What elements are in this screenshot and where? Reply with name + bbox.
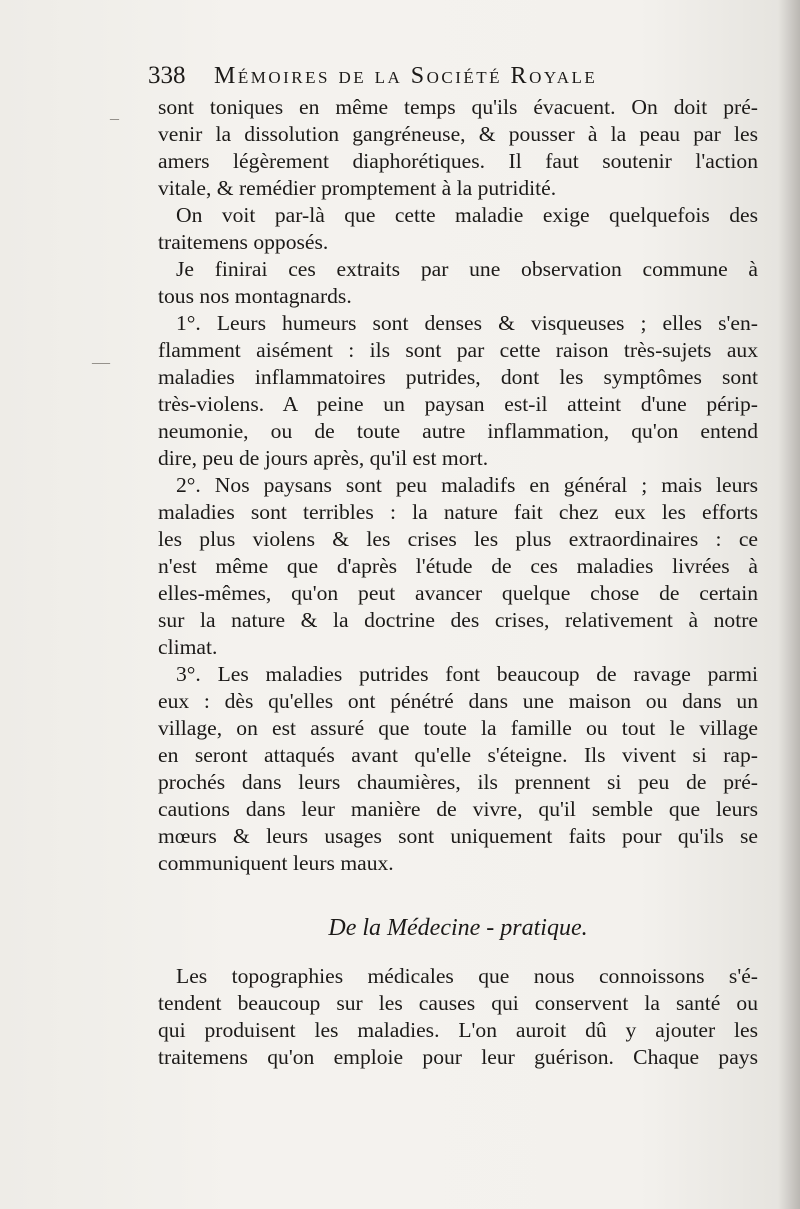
- text-line: communiquent leurs maux.: [158, 851, 394, 875]
- text-line: en seront attaqués avant qu'elle s'éteigne. Ils vivent si rap-: [158, 743, 758, 767]
- text-line: climat.: [158, 635, 218, 659]
- text-line: n'est même que d'après l'étude de ces maladies livrées à: [158, 554, 758, 578]
- text-line: elles-mêmes, qu'on peut avancer quelque chose de certain: [158, 581, 758, 605]
- text-line: qui produisent les maladies. L'on auroit dû y ajouter les: [158, 1018, 758, 1042]
- text-line: sont toniques en même temps qu'ils évacuent. On doit pré-: [158, 95, 758, 119]
- text-line: 1°. Leurs humeurs sont denses & visqueuses ; elles s'en-: [176, 311, 758, 335]
- text-line: les plus violens & les crises les plus extraordinaires : ce: [158, 527, 758, 551]
- text-line: prochés dans leurs chaumières, ils prennent si peu de pré-: [158, 770, 758, 794]
- body-text-bottom: [158, 963, 758, 1071]
- text-line: mœurs & leurs usages sont uniquement faits pour qu'ils se: [158, 824, 758, 848]
- margin-mark-dash: –: [110, 108, 119, 128]
- text-line: cautions dans leur manière de vivre, qu'il semble que leurs: [158, 797, 758, 821]
- page-gutter-shadow: [778, 0, 800, 1209]
- text-line: très-violens. A peine un paysan est-il atteint d'une périp-: [158, 392, 758, 416]
- running-head: [148, 58, 748, 94]
- running-title: Mémoires de la Société Royale: [214, 63, 598, 89]
- text-line: maladies inflammatoires putrides, dont les symptômes sont: [158, 365, 758, 389]
- text-line: venir la dissolution gangréneuse, & pousser à la peau par les: [158, 122, 758, 146]
- text-line: maladies sont terribles : la nature fait chez eux les efforts: [158, 500, 758, 524]
- text-line: 3°. Les maladies putrides font beaucoup de ravage parmi: [176, 662, 758, 686]
- text-line: tous nos montagnards.: [158, 284, 352, 308]
- text-line: Je finirai ces extraits par une observation commune à: [176, 257, 758, 281]
- text-line: eux : dès qu'elles ont pénétré dans une maison ou dans un: [158, 689, 758, 713]
- text-line: On voit par-là que cette maladie exige quelquefois des: [176, 203, 758, 227]
- text-line: vitale, & remédier promptement à la putridité.: [158, 176, 557, 200]
- text-line: tendent beaucoup sur les causes qui conservent la santé ou: [158, 991, 758, 1015]
- text-line: village, on est assuré que toute la famille ou tout le village: [158, 716, 758, 740]
- text-line: neumonie, ou de toute autre inflammation, qu'on entend: [158, 419, 758, 443]
- text-line: traitemens opposés.: [158, 230, 329, 254]
- text-line: amers légèrement diaphorétiques. Il faut soutenir l'action: [158, 149, 758, 173]
- text-line: traitemens qu'on emploie pour leur guérison. Chaque pays: [158, 1045, 758, 1069]
- text-line: 2°. Nos paysans sont peu maladifs en général ; mais leurs: [176, 473, 758, 497]
- text-line: sur la nature & la doctrine des crises, relativement à notre: [158, 608, 758, 632]
- section-heading: De la Médecine - pratique.: [328, 915, 588, 941]
- page-number: 338: [148, 62, 186, 89]
- text-line: Les topographies médicales que nous connoissons s'é-: [176, 964, 758, 988]
- body-text-top: [158, 94, 758, 877]
- margin-mark-dash: —: [92, 352, 110, 372]
- text-line: dire, peu de jours après, qu'il est mort.: [158, 446, 489, 470]
- text-line: flamment aisément : ils sont par cette raison très-sujets aux: [158, 338, 758, 362]
